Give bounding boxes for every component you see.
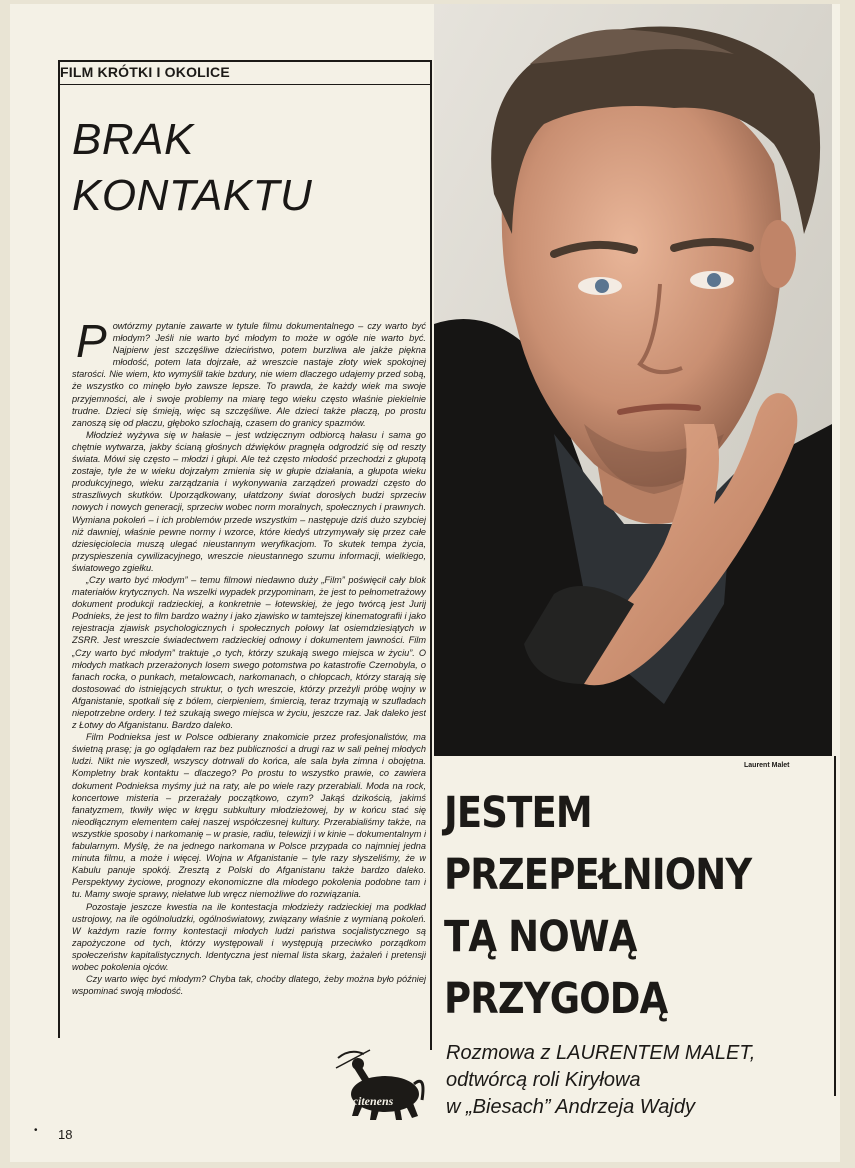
- arcitenens-logo: [330, 1044, 430, 1124]
- page-dot: •: [34, 1125, 38, 1136]
- subheadline-line-1: Rozmowa z LAURENTEM MALET,: [446, 1042, 756, 1064]
- subheadline-line-2: odtwórcą roli Kiryłowa: [446, 1069, 641, 1091]
- left-column-rule: [58, 60, 60, 1038]
- subheadline-line-3: w „Biesach” Andrzeja Wajdy: [446, 1096, 695, 1118]
- article-title-line-2: KONTAKTU: [72, 171, 313, 220]
- section-top-rule: [58, 60, 432, 62]
- section-bottom-rule: [58, 84, 432, 85]
- section-heading: FILM KRÓTKI I OKOLICE: [60, 64, 230, 80]
- article-title-line-1: BRAK: [72, 115, 194, 164]
- paragraph-1: owtórzmy pytanie zawarte w tytule filmu dokumentalnego – czy warto być młodym? Jeśli nie warto być młodym to może w ogóle nie warto być. Najpierw jest szczęśliwe dzieciństwo, potem burzliwa ale jakże piękna młodość, potem lata dojrzałe, aż wreszcie nastaje złoty wiek spokojnej starości. Nie wiem, kto wymyślił takie bzdury, nie wiem dlaczego udajemy przed sobą, że wszystko co minęło było zawsze lepsze. To prawda, że każdy wiek ma swoje przyjemności, ale i swoje problemy na miarę tego wieku często właśnie piekielnie trudne. Dzieci się śmieją, więc są szczęśliwe. Ale dzieci także płaczą, po prostu zanoszą się od płaczu, głęboko szlochają, czasem do granicy spazmów.: [72, 321, 426, 428]
- headline-line-3: TĄ NOWĄ: [444, 912, 637, 962]
- portrait-illustration: [434, 4, 832, 756]
- paragraph-5: Pozostaje jeszcze kwestia na ile kontestacja młodzieży radzieckiej ma podkład ustrojowy, na ile ogólnoludzki, ogólnoświatowy, związany właśnie z wymianą pokoleń. W każdym razie formy kontestacji młodych ludzi państwa socjalistycznego są zapożyczone od tych, którzy występowali i występują przeciwko porządkom społeczeństw kapitalistycznych. Identyczna jest niemal lista skarg, żażaleń i pretensji wobec pokolenia ojców.: [72, 901, 426, 972]
- logo-text: Arcitenens: [340, 1094, 394, 1108]
- page-number: 18: [58, 1127, 73, 1142]
- article-body: [72, 320, 426, 1038]
- paragraph-6: Czy warto więc być młodym? Chyba tak, choćby dlatego, żeby można było później wspominać swoją młodość.: [72, 974, 426, 997]
- paragraph-3: „Czy warto być młodym” – temu filmowi niedawno duży „Film” poświęcił cały blok materiałów krytycznych. Na wszelki wypadek przypominam, że jest to pełnometrażowy dokument produkcji radzieckiej, a konkretnie – łotewskiej, że jego twórcą jest Jurij Podnieks, że jest to film bardzo ważny i jako zjawisko w tamtejszej kinematografii i jako rejestracja zjawisk psychologicznych i społecznych połowy lat osiemdziesiątych w ZSRR. Jest wreszcie świadectwem radzieckiej odnowy i dokumentem jawności. Film „Czy warto być młodym” traktuje „o tych, którzy szukają swego miejsca w życiu”. O młodych matkach przerażonych losem swego potomstwa po katastrofie Czernobyla, o fanach rocka, o punkach, metalowcach, narkomanach, o chłopcach, którzy starają się dostosować do istniejących struktur, o tych wreszcie, którzy przeżyli próbę wojny w Afganistanie, spotkali się z bólem, cierpieniem, śmiercią, teraz trzymają w szufladach niepotrzebne ordery. I też szukają swego miejsca w życiu, jeszcze raz. Jak daleko jest z Łotwy do Afganistanu. Bardzo daleko.: [72, 574, 426, 731]
- portrait-photo: [434, 4, 832, 756]
- center-column-rule: [430, 60, 432, 1050]
- article-title: [72, 112, 402, 224]
- headline-line-2: PRZEPEŁNIONY: [444, 850, 752, 900]
- paragraph-4: Film Podnieksa jest w Polsce odbierany znakomicie przez profesjonalistów, ma świetną prasę; ja go oglądałem raz bez publiczności a drugi raz w sali pełnej młodych ludzi. Nikt nie wyszedł, wszyscy dotrwali do końca, ale sala była zimna i obojętna. Kompletny brak kontaktu – dlaczego? Po prostu to wszystko prawie, co zawiera dokument Podnieksa myśmy już na raty, ale po wiele razy przerabiali. Moda na rock, koncertowe misteria – przerażały początkowo, czym? Jakąś dzikością, jakimś fanatyzmem, tkwiły więc w kręgu subkultury młodzieżowej, by w końcu stać się nieodłącznym elementem całej naszej współczesnej kultury. Przerabialiśmy także, na wszystkie sposoby i narkomanię – w prasie, radiu, telewizji i w kinie – dokumentalnym i fabularnym. Myślę, że na jednego narkomana w Polsce przypada co najmniej jedna minuta filmu, a może i więcej. Wojna w Afganistanie – tyle razy słyszeliśmy, że w Kabulu panuje spokój. Zresztą z Polski do Afganistanu także bardzo daleko. Perspektywy życiowe, prognozy ekonomiczne dla młodego pokolenia podobne tam i tu. Mamy swoje sprawy, niełatwe lub wręcz niemożliwe do rozwiązania.: [72, 732, 426, 900]
- drop-cap: P: [76, 320, 107, 367]
- photo-caption: Laurent Malet: [744, 762, 790, 769]
- interview-subheadline: [446, 1040, 836, 1121]
- interview-headline: [444, 782, 779, 1030]
- headline-line-4: PRZYGODĄ: [444, 974, 668, 1024]
- headline-line-1: JESTEM: [444, 788, 592, 838]
- paragraph-2: Młodzież wyżywa się w hałasie – jest wdzięcznym odbiorcą hałasu i sama go chętnie wytwarza, jakby ścianą głośnych dźwięków pragnęła odgrodzić się od reszty świata. Mówi się często – młodzi i głupi. Ale też często młodość przechodzi z głupotą zostaje, tyle że w wieku dojrzałym zmienia się w głupie działania, a głupota wieku produkcyjnego, wieku zarządzania i wykonywania zarządzeń prowadzi często do straszliwych skutków. Uporządkowany, ułatdzony świat dorosłych budzi sprzeciw nowych i nowych generacji, sprzeciw wobec norm moralnych, społecznych i prawnych. Wymiana pokoleń – i ich problemów przede wszystkim – następuje dziś dużo szybciej niż dawniej, właśnie pewne normy i wzorce, które kiedyś utrzymywały się przez całe dziesięciolecia muszą ulegać nieustannym weryfikacjom. To skutek tempa życia, przyspieszenia cywilizacyjnego, wreszcie nieustannego szumu informacji, wielkiego, światowego zgiełku.: [72, 429, 426, 573]
